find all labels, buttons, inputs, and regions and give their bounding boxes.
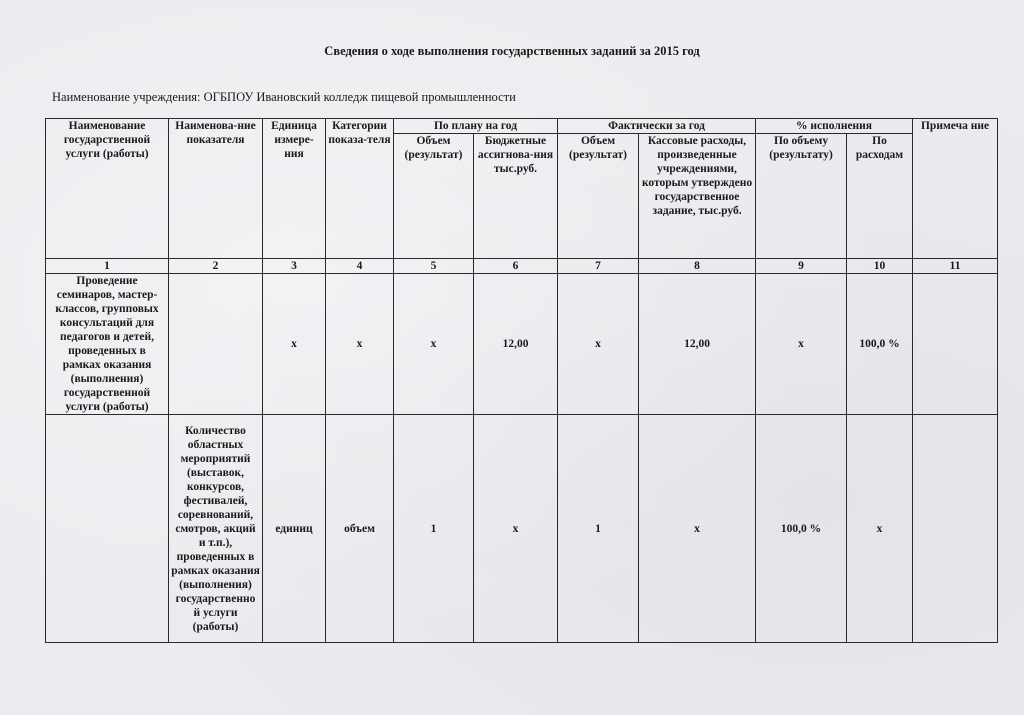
header-plan-budget: Бюджетные ассигнова-ния тыс.руб. xyxy=(474,134,558,259)
column-number: 7 xyxy=(558,259,639,274)
header-fact-volume: Объем (результат) xyxy=(558,134,639,259)
document-title: Сведения о ходе выполнения государственных заданий за 2015 год xyxy=(324,44,700,58)
column-number-row xyxy=(46,259,998,274)
header-note: Примеча ние xyxy=(913,119,998,259)
category-cell: объем xyxy=(326,415,394,643)
header-unit: Единица измере-ния xyxy=(263,119,326,259)
column-number: 3 xyxy=(263,259,326,274)
table-row xyxy=(46,274,998,415)
unit-cell: х xyxy=(263,274,326,415)
header-fact-expenses: Кассовые расходы, произведенные учреждениями, которым утверждено государственное задание, тыс.руб. xyxy=(639,134,756,259)
column-number: 11 xyxy=(913,259,998,274)
column-number: 1 xyxy=(46,259,169,274)
note-cell xyxy=(913,415,998,643)
header-percent-expenses: По расходам xyxy=(847,134,913,259)
fact-expenses-cell: 12,00 xyxy=(639,274,756,415)
header-category: Категории показа-теля xyxy=(326,119,394,259)
note-cell xyxy=(913,274,998,415)
plan-volume-cell: 1 xyxy=(394,415,474,643)
column-number: 5 xyxy=(394,259,474,274)
header-percent-volume: По объему (результату) xyxy=(756,134,847,259)
percent-volume-cell: х xyxy=(756,274,847,415)
percent-expenses-cell: х xyxy=(847,415,913,643)
percent-expenses-cell: 100,0 % xyxy=(847,274,913,415)
percent-volume-cell: 100,0 % xyxy=(756,415,847,643)
plan-budget-cell: 12,00 xyxy=(474,274,558,415)
plan-volume-cell: х xyxy=(394,274,474,415)
column-number: 9 xyxy=(756,259,847,274)
indicator-name-cell xyxy=(169,274,263,415)
column-number: 2 xyxy=(169,259,263,274)
column-number: 6 xyxy=(474,259,558,274)
organization-name: ОГБПОУ Ивановский колледж пищевой промышленности xyxy=(203,90,516,104)
report-table xyxy=(45,118,998,643)
column-number: 4 xyxy=(326,259,394,274)
service-name-cell xyxy=(46,415,169,643)
header-row-top xyxy=(46,119,998,134)
organization-label: Наименование учреждения: xyxy=(52,90,201,104)
header-plan-group: По плану на год xyxy=(394,119,558,134)
fact-expenses-cell: х xyxy=(639,415,756,643)
table-row xyxy=(46,415,998,643)
fact-volume-cell: 1 xyxy=(558,415,639,643)
category-cell: х xyxy=(326,274,394,415)
header-plan-volume: Объем (результат) xyxy=(394,134,474,259)
unit-cell: единиц xyxy=(263,415,326,643)
column-number: 8 xyxy=(639,259,756,274)
plan-budget-cell: х xyxy=(474,415,558,643)
header-fact-group: Фактически за год xyxy=(558,119,756,134)
organization-line xyxy=(52,90,516,105)
fact-volume-cell: х xyxy=(558,274,639,415)
header-indicator-name: Наименова-ние показателя xyxy=(169,119,263,259)
header-service-name: Наименование государственной услуги (работы) xyxy=(46,119,169,259)
column-number: 10 xyxy=(847,259,913,274)
service-name-cell: Проведение семинаров, мастер-классов, групповых консультаций для педагогов и детей, проведенных в рамках оказания (выполнения) государственной услуги (работы) xyxy=(46,274,169,415)
indicator-name-cell: Количество областных мероприятий (выставок, конкурсов, фестивалей, соревнований, смотров, акций и т.п.), проведенных в рамках оказания (выполнения) государственно й услуги (работы) xyxy=(169,415,263,643)
header-percent-group: % исполнения xyxy=(756,119,913,134)
